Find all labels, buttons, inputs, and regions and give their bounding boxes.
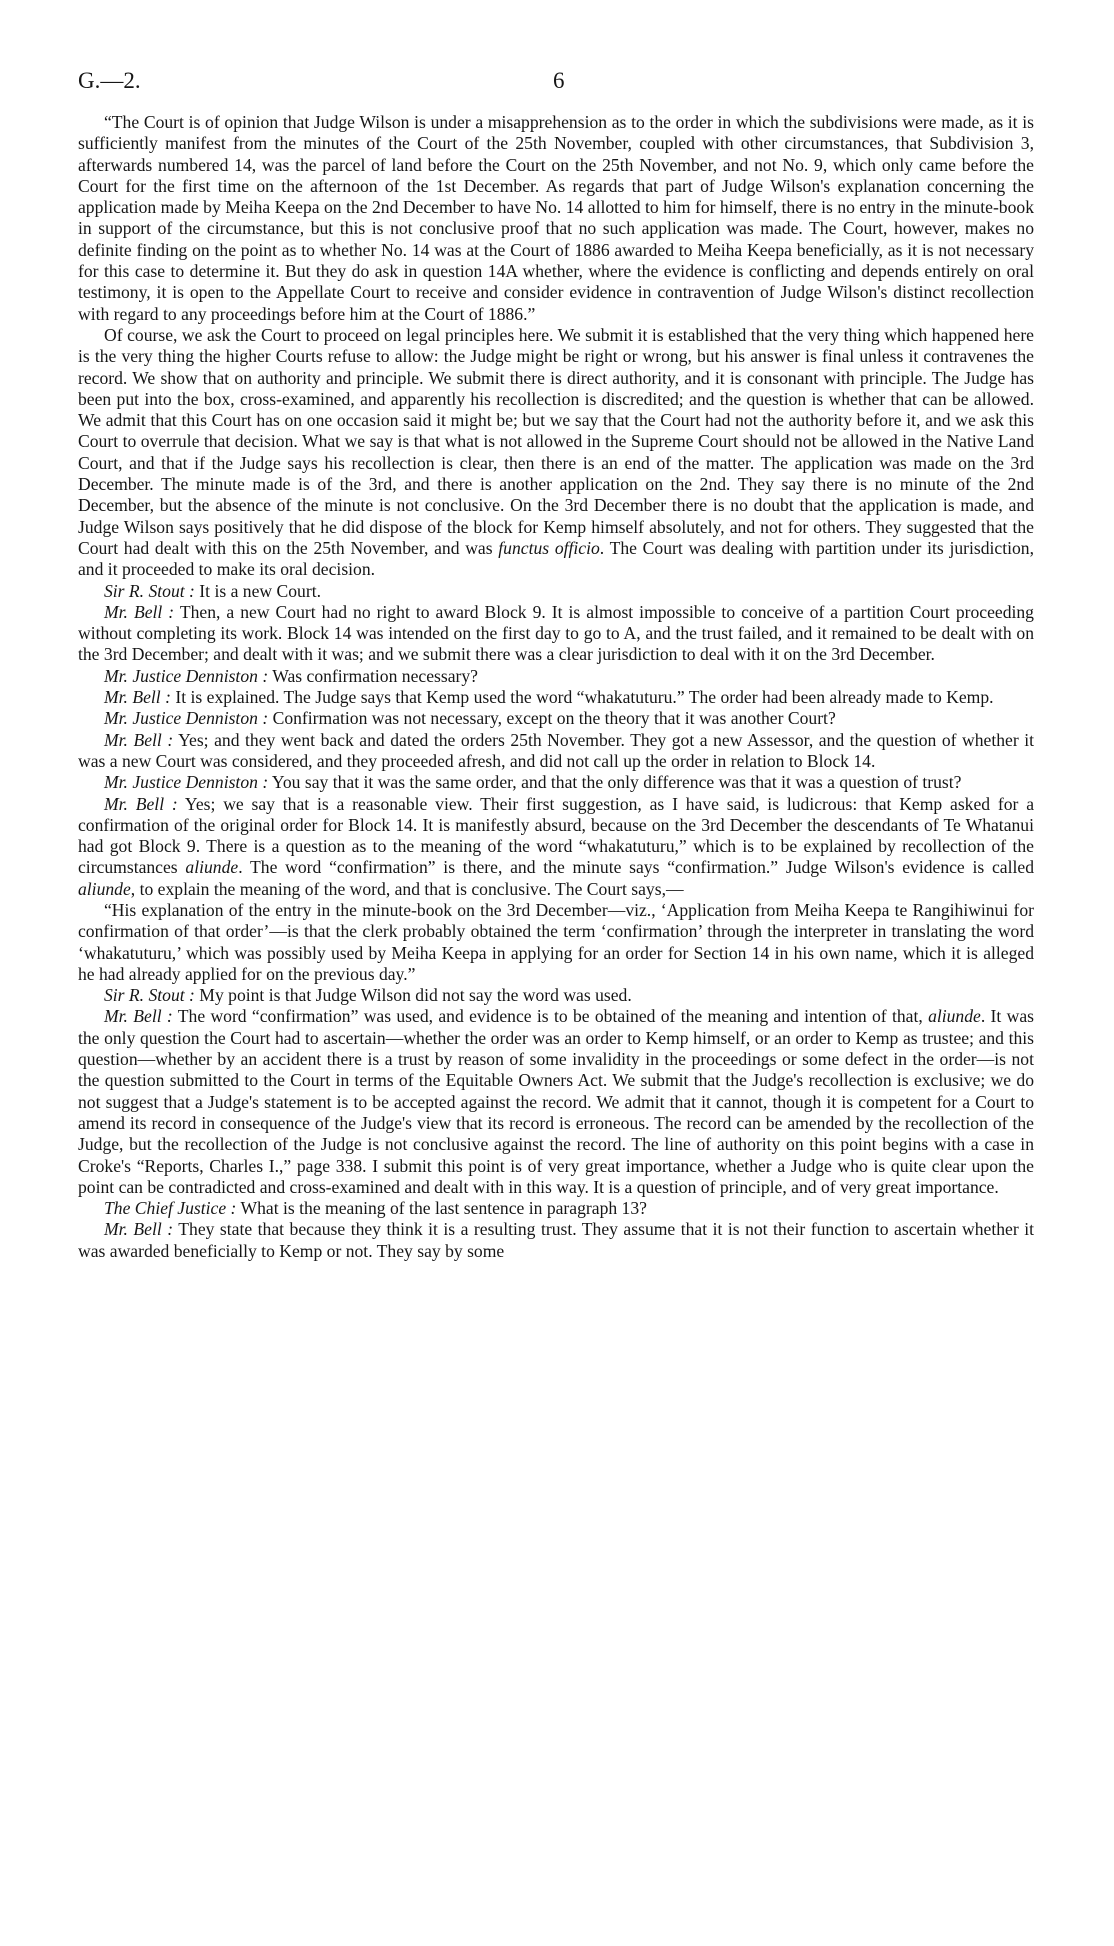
speaker-name: Mr. Justice Denniston :	[104, 665, 269, 686]
speaker-name: Mr. Bell :	[104, 601, 175, 622]
speaker-name: Mr. Justice Denniston :	[104, 708, 269, 729]
page-header	[78, 68, 1034, 112]
quoted-paragraph: “His explanation of the entry in the minute-book on the 3rd December—viz., ‘Application from Meiha Keepa te Rangihiwinui for confirmation of that order’—is that the clerk probably obtained the term ‘confirmation’ through the interpreter in translating the word ‘whakatuturu,’ which was possibly used by Meiha Keepa in applying for an order for Section 14 in his own name, which it is alleged he had already applied for on the previous day.”	[78, 899, 1034, 984]
quoted-paragraph: “The Court is of opinion that Judge Wilson is under a misapprehension as to the order in which the subdivisions were made, as it is sufficiently manifest from the minutes of the Court of the 25th November, coupled with other circumstances, that Subdivision 3, afterwards numbered 14, was the parcel of land before the Court on the 25th November, and not No. 9, which only came before the Court for the first time on the afternoon of the 1st December. As regards that part of Judge Wilson's explanation concerning the application made by Meiha Keepa on the 2nd December to have No. 14 allotted to him for himself, there is no entry in the minute-book in support of the circumstance, but this is not conclusive proof that no such application was made. The Court, however, makes no definite finding on the point as to whether No. 14 was at the Court of 1886 awarded to Meiha Keepa beneficially, as it is not necessary for this case to determine it. But they do ask in question 14A whether, where the evidence is conflicting and depends entirely on oral testimony, it is open to the Appellate Court to receive and consider evidence in contravention of Judge Wilson's distinct recollection with regard to any proceedings before him at the Court of 1886.”	[78, 112, 1034, 324]
speech-paragraph: Mr. Bell : They state that because they think it is a resulting trust. They assume that it is not their function to ascertain whether it was awarded beneficially to Kemp or not. They say by some	[78, 1219, 1034, 1261]
document-code: G.—2.	[78, 68, 141, 93]
speech-paragraph: The Chief Justice : What is the meaning of the last sentence in paragraph 13?	[104, 1198, 647, 1219]
speaker-name: Mr. Bell :	[104, 729, 174, 750]
speaker-name: Mr. Bell :	[104, 793, 178, 814]
speech-paragraph: Mr. Bell : Yes; and they went back and dated the orders 25th November. They got a new Assessor, and the question of whether it was a new Court was considered, and they proceeded afresh, and did not call up the order in relation to Block 14.	[78, 729, 1034, 771]
speaker-name: Mr. Bell :	[104, 1219, 174, 1240]
speech-paragraph: Mr. Justice Denniston : You say that it was the same order, and that the only difference was that it was a question of trust?	[104, 772, 962, 793]
document-body	[78, 112, 1034, 1262]
speech-paragraph: Mr. Bell : Yes; we say that is a reasonable view. Their first suggestion, as I have said, is ludicrous: that Kemp asked for a confirmation of the original order for Block 14. It is manifestly absurd, because on the 3rd December the descendants of Te Whatanui had got Block 9. There is a question as to the meaning of the word “whakatuturu,” which is to be explained by recollection of the circumstances aliunde. The word “confirmation” is there, and the minute says “confirmation.” Judge Wilson's evidence is called aliunde, to explain the meaning of the word, and that is conclusive. The Court says,—	[78, 793, 1034, 899]
speaker-name: Sir R. Stout :	[104, 580, 195, 601]
speaker-name: Sir R. Stout :	[104, 985, 195, 1006]
body-paragraph: Of course, we ask the Court to proceed on legal principles here. We submit it is established that the very thing which happened here is the very thing the higher Courts refuse to allow: the Judge might be right or wrong, but his answer is final unless it contravenes the record. We show that on authority and principle. We submit there is direct authority, and it is consonant with principle. The Judge has been put into the box, cross-examined, and apparently his recollection is discredited; and the question is whether that can be allowed. We admit that this Court has on one occasion said it might be; but we say that the Court had not the authority before it, and we ask this Court to overrule that decision. What we say is that what is not allowed in the Supreme Court should not be allowed in the Native Land Court, and that if the Judge says his recollection is clear, then there is an end of the matter. The application was made on the 3rd December. The minute made is of the 3rd, and there is another application on the 2nd. They say there is no minute of the 2nd December, but the absence of the minute is not conclusive. On the 3rd December there is no doubt that the application is made, and Judge Wilson says positively that he did dispose of the block for Kemp himself absolutely, and not for others. They suggested that the Court had dealt with this on the 25th November, and was functus officio. The Court was dealing with partition under its jurisdiction, and it proceeded to make its oral decision.	[78, 324, 1034, 580]
speaker-name: The Chief Justice :	[104, 1198, 237, 1219]
speaker-name: Mr. Justice Denniston :	[104, 772, 269, 793]
speech-paragraph: Mr. Bell : It is explained. The Judge says that Kemp used the word “whakatuturu.” The order had been already made to Kemp.	[104, 687, 994, 708]
speech-paragraph: Mr. Bell : Then, a new Court had no right to award Block 9. It is almost impossible to conceive of a partition Court proceeding without completing its work. Block 14 was intended on the first day to go to A, and the trust failed, and it remained to be dealt with on the 3rd December; and dealt with it was; and we submit there was a clear jurisdiction to deal with it on the 3rd December.	[78, 601, 1034, 665]
speech-paragraph: Sir R. Stout : It is a new Court.	[104, 580, 321, 601]
speech-paragraph: Sir R. Stout : My point is that Judge Wilson did not say the word was used.	[104, 985, 632, 1006]
page-number: 6	[553, 68, 565, 93]
speech-paragraph: Mr. Justice Denniston : Was confirmation necessary?	[104, 665, 478, 686]
speech-paragraph: Mr. Justice Denniston : Confirmation was not necessary, except on the theory that it was another Court?	[104, 708, 836, 729]
speaker-name: Mr. Bell :	[104, 687, 171, 708]
speaker-name: Mr. Bell :	[104, 1006, 173, 1027]
speech-paragraph: Mr. Bell : The word “confirmation” was used, and evidence is to be obtained of the meaning and intention of that, aliunde. It was the only question the Court had to ascertain—whether the order was an order to Kemp himself, or an order to Kemp as trustee; and this question—whether by an accident there is a trust by reason of some invalidity in the proceedings or some defect in the order—is not the question submitted to the Court in terms of the Equitable Owners Act. We submit that the Judge's recollection is exclusive; we do not suggest that a Judge's statement is to be accepted against the record. We admit that it cannot, though it is competent for a Court to amend its record in consequence of the Judge's view that its record is erroneous. The record can be amended by the recollection of the Judge, but the recollection of the Judge is not conclusive against the record. The line of authority on this point begins with a case in Croke's “Reports, Charles I.,” page 338. I submit this point is of very great importance, whether a Judge who is quite clear upon the point can be contradicted and cross-examined and dealt with in this way. It is a question of principle, and of very great importance.	[78, 1006, 1034, 1197]
